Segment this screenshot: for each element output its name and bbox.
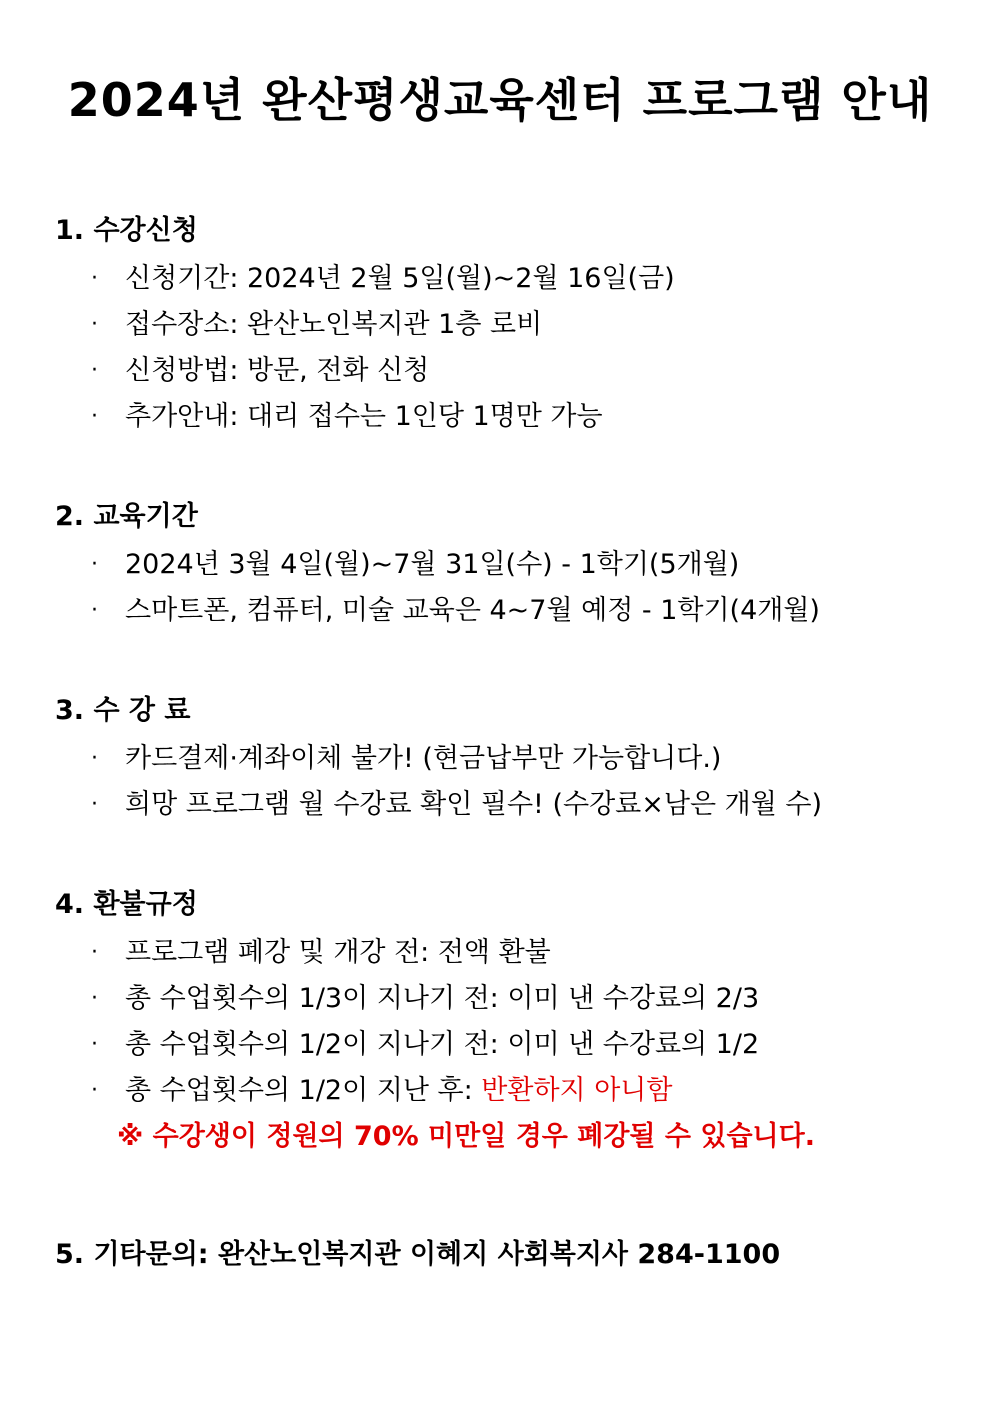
bullet-icon: · xyxy=(91,598,98,623)
list-item: · 희망 프로그램 월 수강료 확인 필수! (수강료×남은 개월 수) xyxy=(55,782,975,828)
list-item: · 신청방법: 방문, 전화 신청 xyxy=(55,348,975,394)
list-item: · 신청기간: 2024년 2월 5일(월)~2월 16일(금) xyxy=(55,256,975,302)
refund-list xyxy=(55,930,975,1114)
registration-list xyxy=(55,256,975,440)
list-item xyxy=(55,1068,975,1114)
section-heading-refund: 4. 환불규정 xyxy=(55,889,198,920)
refund-after-half-text: 총 수업횟수의 1/2이 지난 후: xyxy=(125,1075,482,1106)
bullet-icon: · xyxy=(91,312,98,337)
list-item: · 카드결제·계좌이체 불가! (현금납부만 가능합니다.) xyxy=(55,736,975,782)
bullet-icon: · xyxy=(91,940,98,965)
bullet-icon: · xyxy=(91,746,98,771)
no-refund-highlight: 반환하지 아니함 xyxy=(481,1075,673,1106)
section-heading-period: 2. 교육기간 xyxy=(55,501,198,532)
section-contact xyxy=(55,1238,975,1272)
section-fee xyxy=(55,694,975,828)
bullet-icon: · xyxy=(91,404,98,429)
list-item: · 스마트폰, 컴퓨터, 미술 교육은 4~7월 예정 - 1학기(4개월) xyxy=(55,588,975,634)
fee-list xyxy=(55,736,975,828)
list-item: · 프로그램 폐강 및 개강 전: 전액 환불 xyxy=(55,930,975,976)
bullet-icon: · xyxy=(91,1078,98,1103)
section-period xyxy=(55,500,975,634)
period-list xyxy=(55,542,975,634)
cancellation-note: ※ 수강생이 정원의 70% 미만일 경우 폐강될 수 있습니다. xyxy=(117,1121,815,1152)
section-heading-fee: 3. 수 강 료 xyxy=(55,695,191,726)
bullet-icon: · xyxy=(91,266,98,291)
list-item: · 추가안내: 대리 접수는 1인당 1명만 가능 xyxy=(55,394,975,440)
section-registration xyxy=(55,214,975,440)
list-item: · 접수장소: 완산노인복지관 1층 로비 xyxy=(55,302,975,348)
section-refund xyxy=(55,888,975,1160)
contact-info: 5. 기타문의: 완산노인복지관 이혜지 사회복지사 284-1100 xyxy=(55,1239,781,1270)
bullet-icon: · xyxy=(91,552,98,577)
list-item: · 총 수업횟수의 1/3이 지나기 전: 이미 낸 수강료의 2/3 xyxy=(55,976,975,1022)
list-item: · 총 수업횟수의 1/2이 지나기 전: 이미 낸 수강료의 1/2 xyxy=(55,1022,975,1068)
bullet-icon: · xyxy=(91,792,98,817)
bullet-icon: · xyxy=(91,1032,98,1057)
section-heading-registration: 1. 수강신청 xyxy=(55,215,198,246)
bullet-icon: · xyxy=(91,986,98,1011)
list-item: · 2024년 3월 4일(월)~7월 31일(수) - 1학기(5개월) xyxy=(55,542,975,588)
page-title: 2024년 완산평생교육센터 프로그램 안내 xyxy=(67,73,933,127)
bullet-icon: · xyxy=(91,358,98,383)
